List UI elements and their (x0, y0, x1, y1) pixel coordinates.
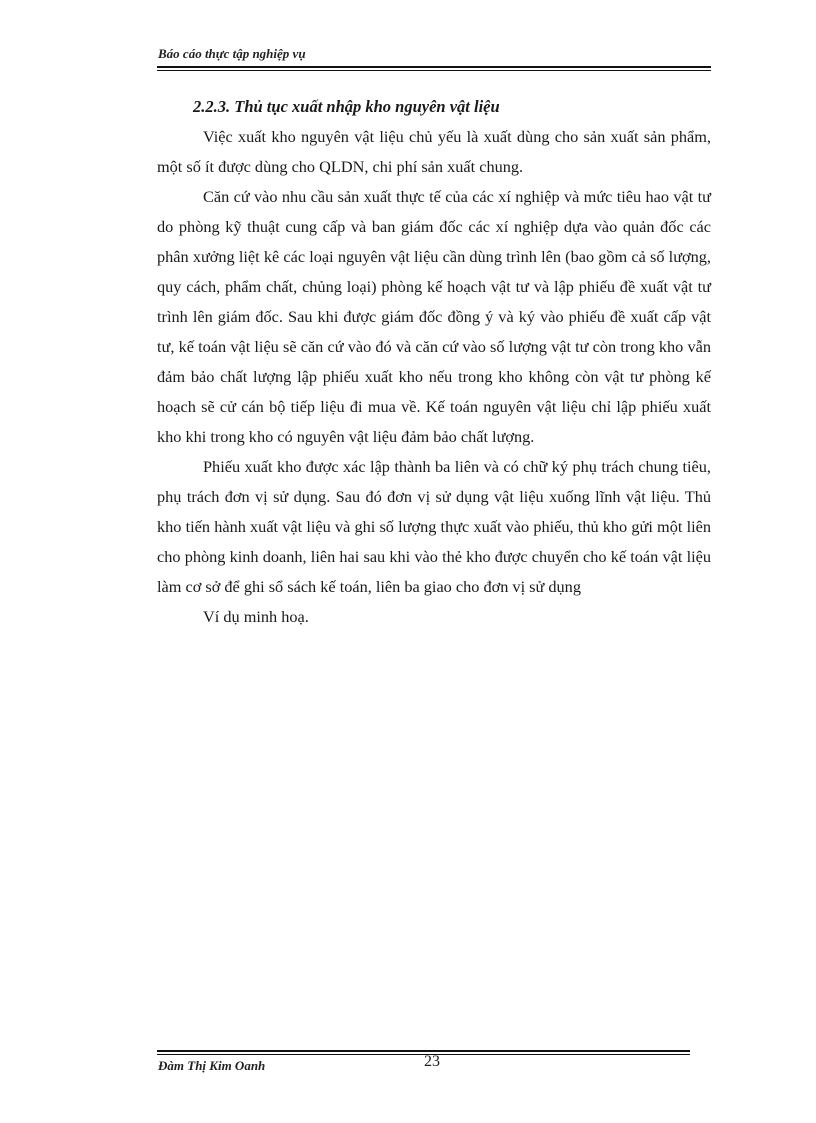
paragraph-1: Việc xuất kho nguyên vật liệu chủ yếu là xuất dùng cho sản xuất sản phẩm, một số ít được dùng cho QLDN, chi phí sản xuất chung. (157, 127, 711, 176)
header-rule-thin (157, 70, 711, 71)
footer-rule (157, 1050, 690, 1052)
header-rule (157, 66, 711, 68)
paragraph-4: Ví dụ minh hoạ. (203, 607, 309, 626)
page-number: 23 (424, 1053, 440, 1070)
paragraph-3: Phiếu xuất kho được xác lập thành ba liên và có chữ ký phụ trách chung tiêu, phụ trách đơn vị sử dụng. Sau đó đơn vị sử dụng vật liệu xuống lĩnh vật liệu. Thủ kho tiến hành xuất vật liệu và ghi số lượng thực xuất vào phiếu, thủ kho gửi một liên cho phòng kinh doanh, liên hai sau khi vào thẻ kho được chuyển cho kế toán vật liệu làm cơ sở để ghi sổ sách kế toán, liên ba giao cho đơn vị sử dụng (157, 457, 711, 596)
paragraph-2: Căn cứ vào nhu cầu sản xuất thực tế của các xí nghiệp và mức tiêu hao vật tư do phòng kỹ thuật cung cấp và ban giám đốc các xí nghiệp dựa vào quản đốc các phân xưởng liệt kê các loại nguyên vật liệu cần dùng trình lên (bao gồm cả số lượng, quy cách, phẩm chất, chủng loại) phòng kế hoạch vật tư và lập phiếu đề xuất vật tư trình lên giám đốc. Sau khi được giám đốc đồng ý và ký vào phiếu đề xuất cấp vật tư, kế toán vật liệu sẽ căn cứ vào đó và căn cứ vào số lượng vật tư còn trong kho vẫn đảm bảo chất lượng lập phiếu xuất kho nếu trong kho không còn vật tư phòng kế hoạch sẽ cử cán bộ tiếp liệu đi mua về. Kế toán nguyên vật liệu chỉ lập phiếu xuất kho khi trong kho có nguyên vật liệu đảm bảo chất lượng. (157, 187, 711, 446)
section-heading: 2.2.3. Thủ tục xuất nhập kho nguyên vật liệu (193, 97, 500, 116)
page-content (157, 92, 711, 632)
footer-author: Đàm Thị Kim Oanh (158, 1058, 266, 1073)
running-header: Báo cáo thực tập nghiệp vụ (158, 46, 306, 61)
